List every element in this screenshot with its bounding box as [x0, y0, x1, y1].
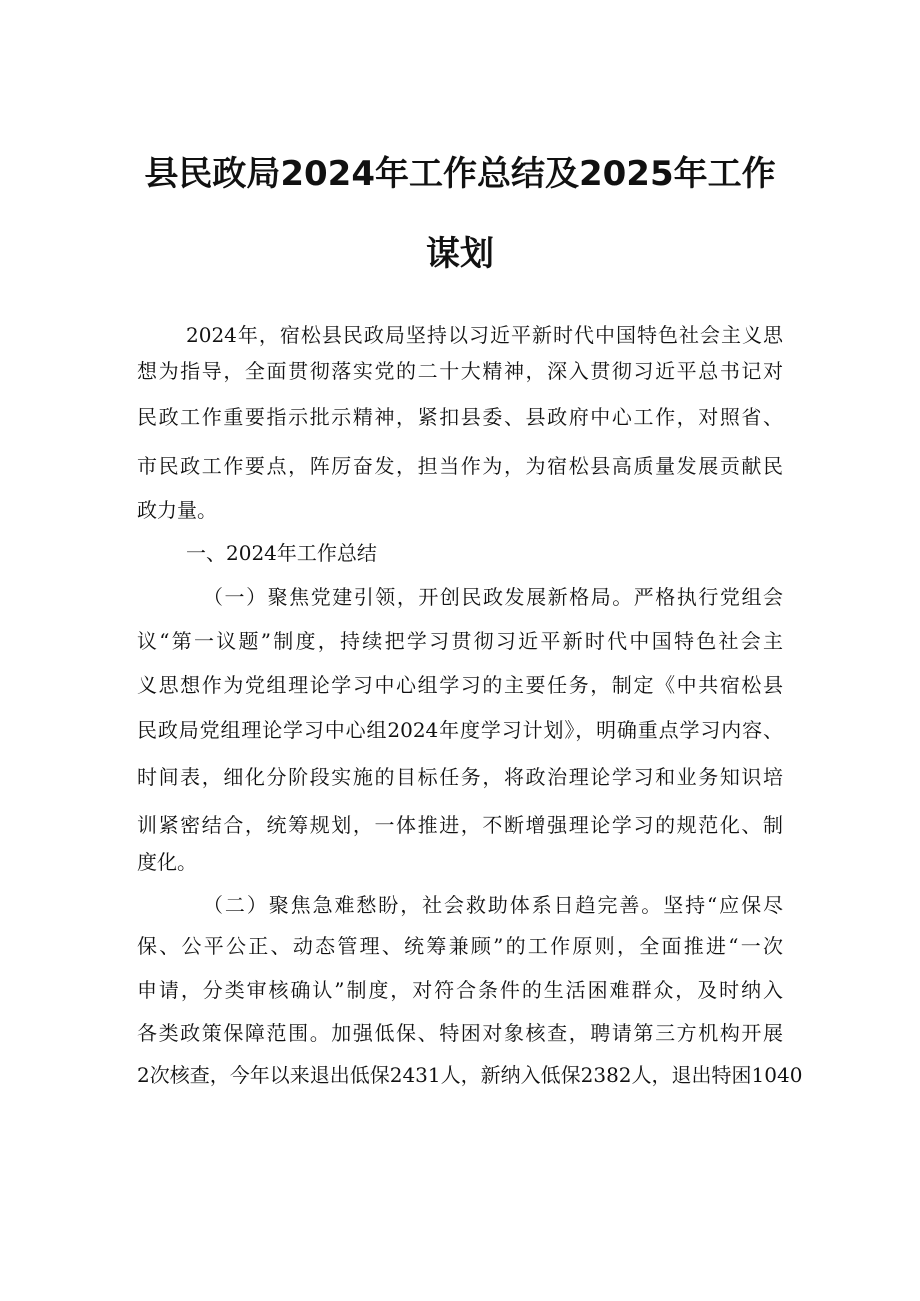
body-text-line: （一）聚焦党建引领，开创民政发展新格局。严格执行党组会 — [203, 585, 783, 609]
body-text-line: 民政工作重要指示批示精神，紧扣县委、县政府中心工作，对照省、 — [137, 405, 783, 429]
body-text-line: 2次核查，今年以来退出低保2431人，新纳入低保2382人，退出特困1040 — [137, 1063, 803, 1087]
body-text-line: 各类政策保障范围。加强低保、特困对象核查，聘请第三方机构开展 — [137, 1021, 783, 1045]
body-text-line: 度化。 — [137, 850, 197, 874]
document-title-line-2: 谋划 — [426, 234, 494, 274]
body-text-line: 时间表，细化分阶段实施的目标任务，将政治理论学习和业务知识培 — [137, 765, 783, 789]
body-text-line: 议“第一议题”制度，持续把学习贯彻习近平新时代中国特色社会主 — [137, 629, 783, 653]
body-text-line: 义思想作为党组理论学习中心组学习的主要任务，制定《中共宿松县 — [137, 673, 783, 697]
body-text-line: 市民政工作要点，阵厉奋发，担当作为，为宿松县高质量发展贡献民 — [137, 454, 783, 478]
document-title-line-1: 县民政局2024年工作总结及2025年工作 — [144, 154, 776, 194]
body-text-line: 民政局党组理论学习中心组2024年度学习计划》，明确重点学习内容、 — [137, 718, 783, 742]
body-text-line: 训紧密结合，统筹规划，一体推进，不断增强理论学习的规范化、制 — [137, 813, 783, 837]
body-text-line: 2024年，宿松县民政局坚持以习近平新时代中国特色社会主义思 — [186, 323, 783, 347]
body-text-line: 政力量。 — [137, 498, 217, 522]
body-text-line: 申请，分类审核确认”制度，对符合条件的生活困难群众，及时纳入 — [137, 978, 783, 1002]
body-text-line: 想为指导，全面贯彻落实党的二十大精神，深入贯彻习近平总书记对 — [137, 359, 783, 383]
body-text-line: （二）聚焦急难愁盼，社会救助体系日趋完善。坚持“应保尽 — [203, 893, 783, 917]
body-text-line: 保、公平公正、动态管理、统筹兼顾”的工作原则，全面推进“一次 — [137, 934, 783, 958]
body-text-line: 一、2024年工作总结 — [186, 541, 377, 565]
